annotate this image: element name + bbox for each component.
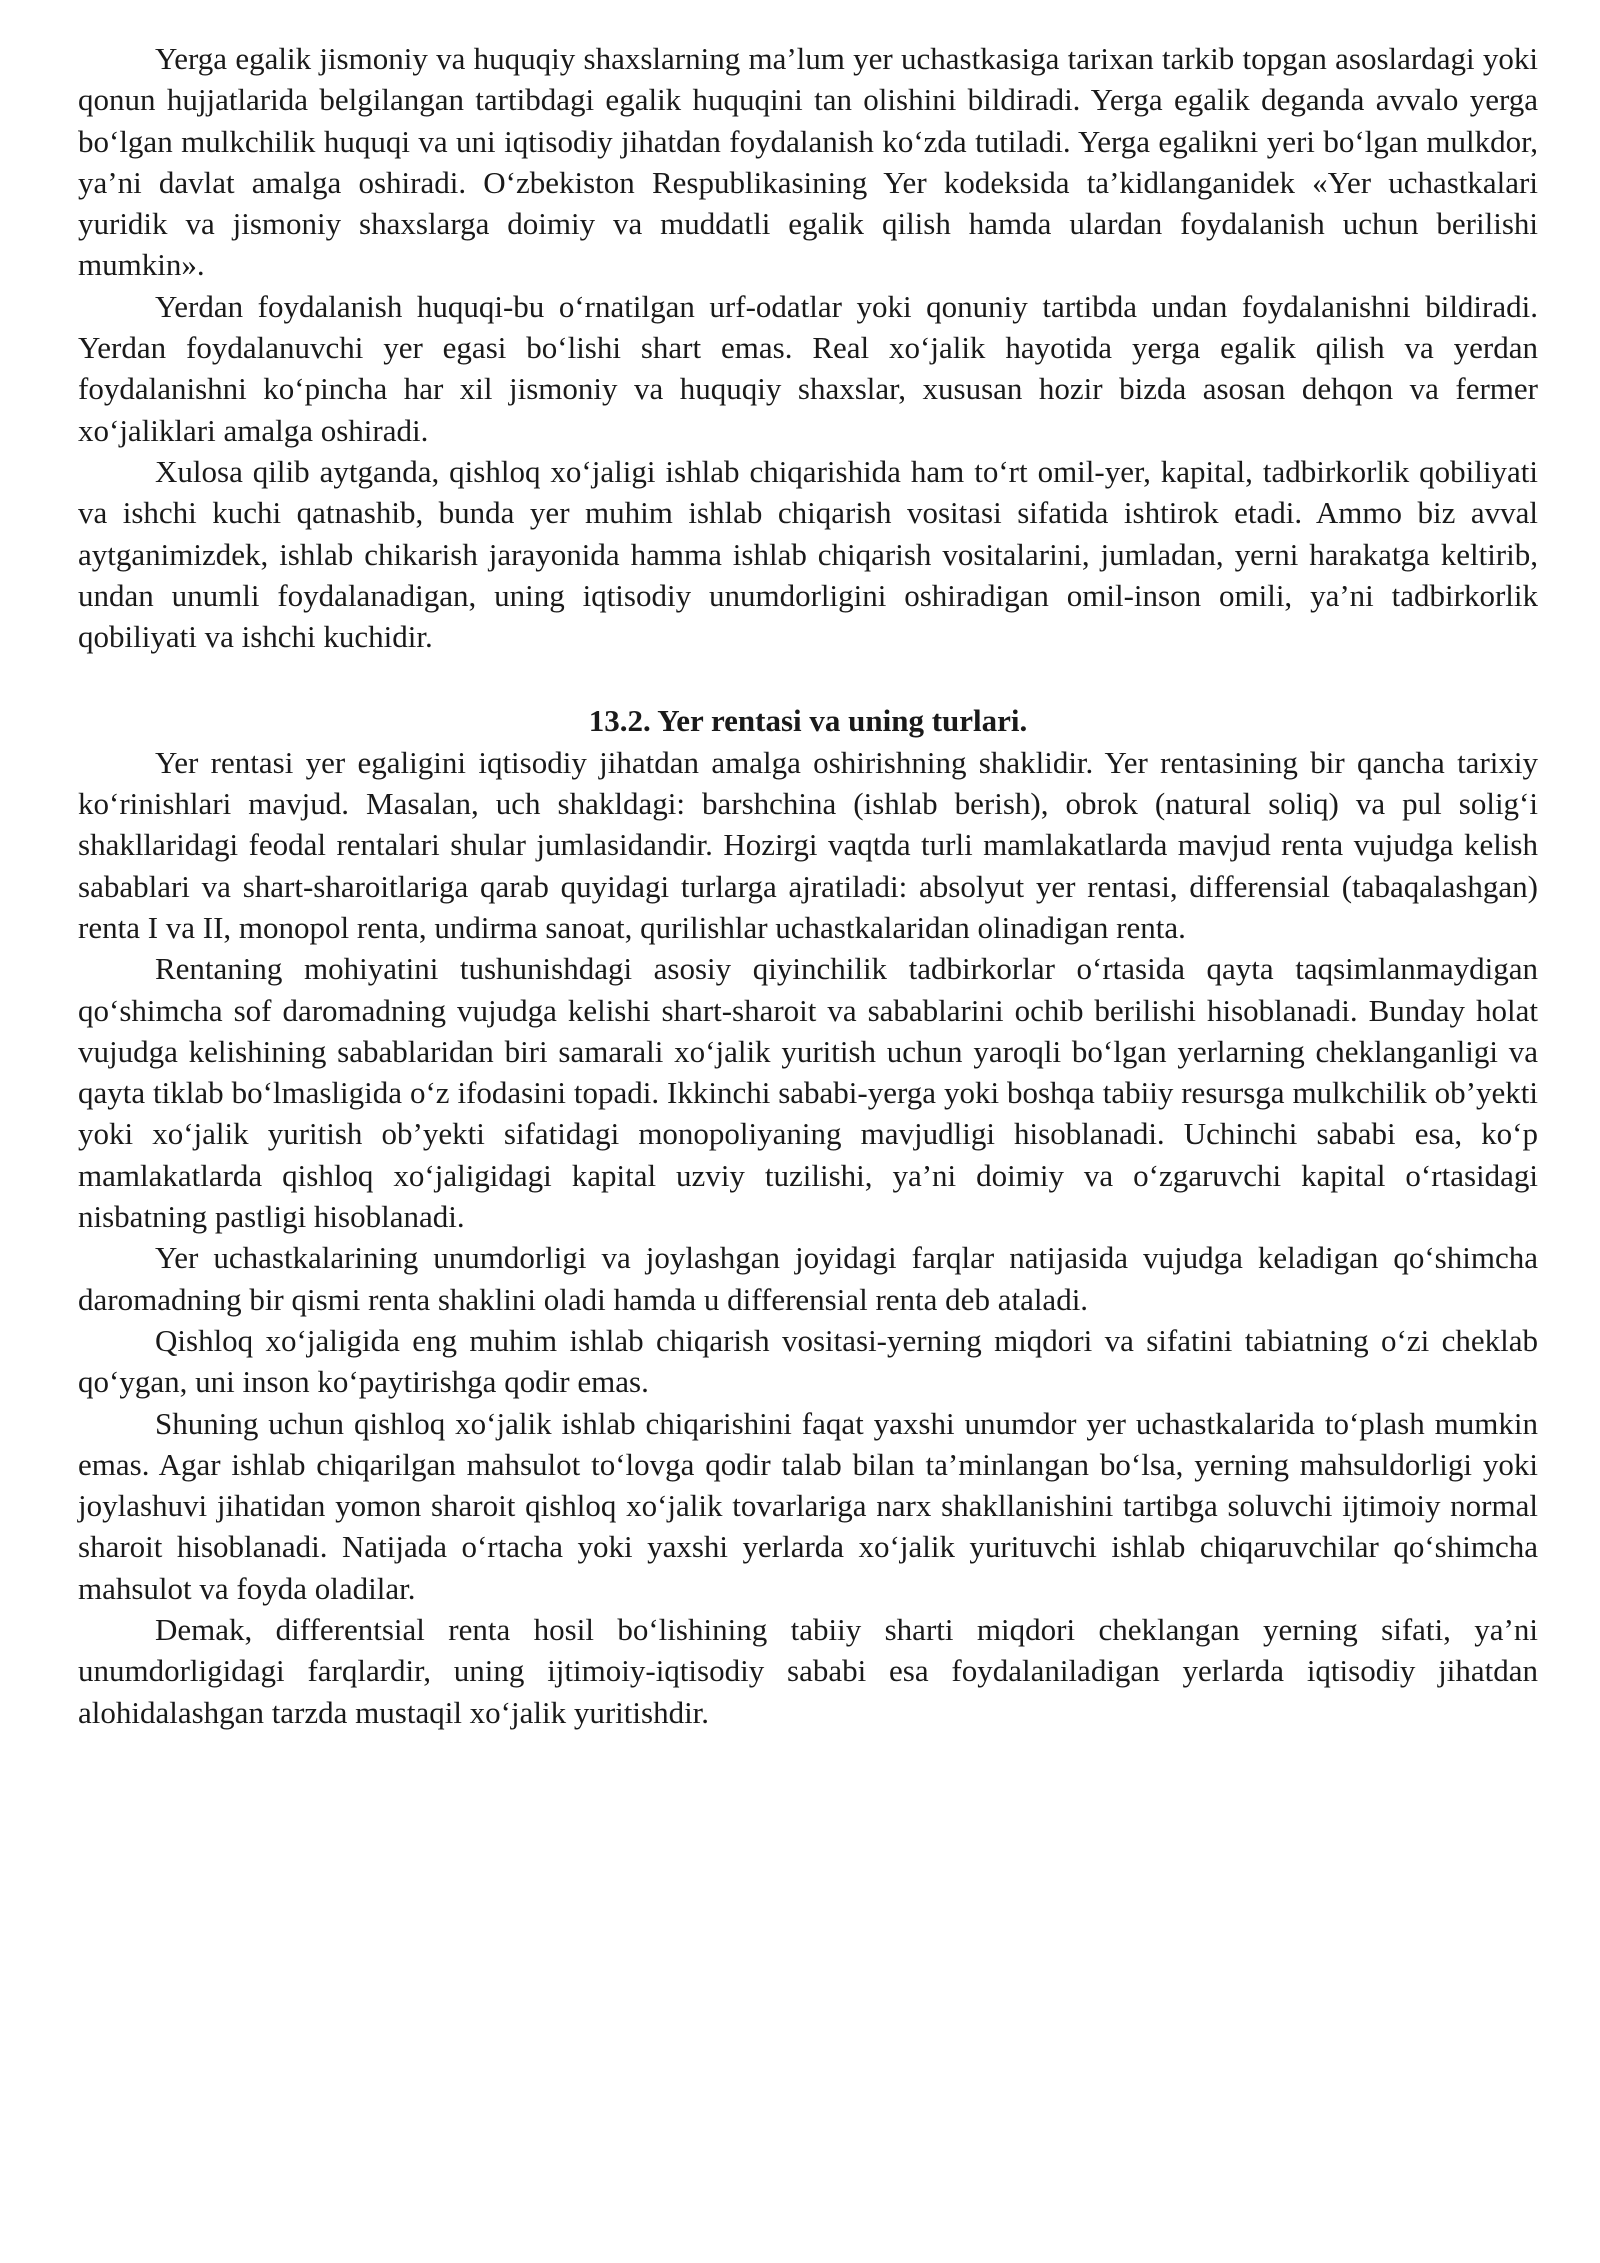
section-heading: 13.2. Yer rentasi va uning turlari. xyxy=(588,703,1028,739)
document-page xyxy=(78,38,1538,1733)
paragraph: Qishloq xo‘jaligida eng muhim ishlab chiqarish vositasi-yerning miqdori va sifatini tabiatning o‘zi cheklab qo‘ygan, uni inson ko‘paytirishga qodir emas. xyxy=(78,1322,1538,1400)
paragraph: Yerga egalik jismoniy va huquqiy shaxslarning ma’lum yer uchastkasiga tarixan tarkib topgan asoslardagi yoki qonun hujjatlarida belgilangan tartibdagi egalik huquqini tan olishini bildiradi. Yerga egalik deganda avvalo yerga bo‘lgan mulkchilik huquqi va uni iqtisodiy jihatdan foydalanish ko‘zda tutiladi. Yerga egalikni yeri bo‘lgan mulkdor, ya’ni davlat amalga oshiradi. O‘zbekiston Respublikasining Yer kodeksida ta’kidlanganidek «Yer uchastkalari yuridik va jismoniy shaxslarga doimiy va muddatli egalik qilish hamda ulardan foydalanish uchun berilishi mumkin». xyxy=(78,41,1538,283)
paragraph: Shuning uchun qishloq xo‘jalik ishlab chiqarishini faqat yaxshi unumdor yer uchastkalarida to‘plash mumkin emas. Agar ishlab chiqarilgan mahsulot to‘lovga qodir talab bilan ta’minlangan bo‘lsa, yerning mahsuldorligi yoki joylashuvi jihatidan yomon sharoit qishloq xo‘jalik tovarlariga narx shakllanishini tartibga soluvchi ijtimoiy normal sharoit hisoblanadi. Natijada o‘rtacha yoki yaxshi yerlarda xo‘jalik yurituvchi ishlab chiqaruvchilar qo‘shimcha mahsulot va foyda oladilar. xyxy=(78,1405,1538,1606)
paragraph: Xulosa qilib aytganda, qishloq xo‘jaligi ishlab chiqarishida ham to‘rt omil-yer, kapital, tadbirkorlik qobiliyati va ishchi kuchi qatnashib, bunda yer muhim ishlab chiqarish vositasi sifatida ishtirok etadi. Ammo biz avval aytganimizdek, ishlab chikarish jarayonida hamma ishlab chiqarish vositalarini, jumladan, yerni harakatga keltirib, undan unumli foydalanadigan, uning iqtisodiy unumdorligini oshiradigan omil-inson omili, ya’ni tadbirkorlik qobiliyati va ishchi kuchidir. xyxy=(78,453,1538,655)
section-spacer xyxy=(78,657,1538,700)
paragraph: Demak, differentsial renta hosil bo‘lishining tabiiy sharti miqdori cheklangan yerning sifati, ya’ni unumdorligidagi farqlardir, uning ijtimoiy-iqtisodiy sababi esa foydalaniladigan yerlarda iqtisodiy jihatdan alohidalashgan tarzda mustaqil xo‘jalik yuritishdir. xyxy=(78,1611,1538,1730)
paragraph: Yer rentasi yer egaligini iqtisodiy jihatdan amalga oshirishning shaklidir. Yer rentasining bir qancha tarixiy ko‘rinishlari mavjud. Masalan, uch shakldagi: barshchina (ishlab berish), obrok (natural soliq) va pul solig‘i shakllaridagi feodal rentalari shular jumlasidandir. Hozirgi vaqtda turli mamlakatlarda mavjud renta vujudga kelish sabablari va shart-sharoitlariga qarab quyidagi turlarga ajratiladi: absolyut yer rentasi, differensial (tabaqalashgan) renta I va II, monopol renta, undirma sanoat, qurilishlar uchastkalaridan olinadigan renta. xyxy=(78,744,1538,945)
paragraph: Yer uchastkalarining unumdorligi va joylashgan joyidagi farqlar natijasida vujudga keladigan qo‘shimcha daromadning bir qismi renta shaklini oladi hamda u differensial renta deb ataladi. xyxy=(78,1240,1538,1317)
paragraph: Rentaning mohiyatini tushunishdagi asosiy qiyinchilik tadbirkorlar o‘rtasida qayta taqsimlanmaydigan qo‘shimcha sof daromadning vujudga kelishi shart-sharoit va sabablarini ochib berilishi hisoblanadi. Bunday holat vujudga kelishining sabablaridan biri samarali xo‘jalik yuritish uchun yaroqli bo‘lgan yerlarning cheklanganligi va qayta tiklab bo‘lmasligida o‘z ifodasini topadi. Ikkinchi sababi-yerga yoki boshqa tabiiy resursga mulkchilik ob’yekti yoki xo‘jalik yuritish ob’yekti sifatidagi monopoliyaning mavjudligi hisoblanadi. Uchinchi sababi esa, ko‘p mamlakatlarda qishloq xo‘jaligidagi kapital uzviy tuzilishi, ya’ni doimiy va o‘zgaruvchi kapital o‘rtasidagi nisbatning pastligi hisoblanadi. xyxy=(78,951,1538,1235)
paragraph: Yerdan foydalanish huquqi-bu o‘rnatilgan urf-odatlar yoki qonuniy tartibda undan foydalanishni bildiradi. Yerdan foydalanuvchi yer egasi bo‘lishi shart emas. Real xo‘jalik hayotida yerga egalik qilish va yerdan foydalanishni ko‘pincha har xil jismoniy va huquqiy shaxslar, xususan hozir bizda asosan dehqon va fermer xo‘jaliklari amalga oshiradi. xyxy=(78,288,1538,448)
